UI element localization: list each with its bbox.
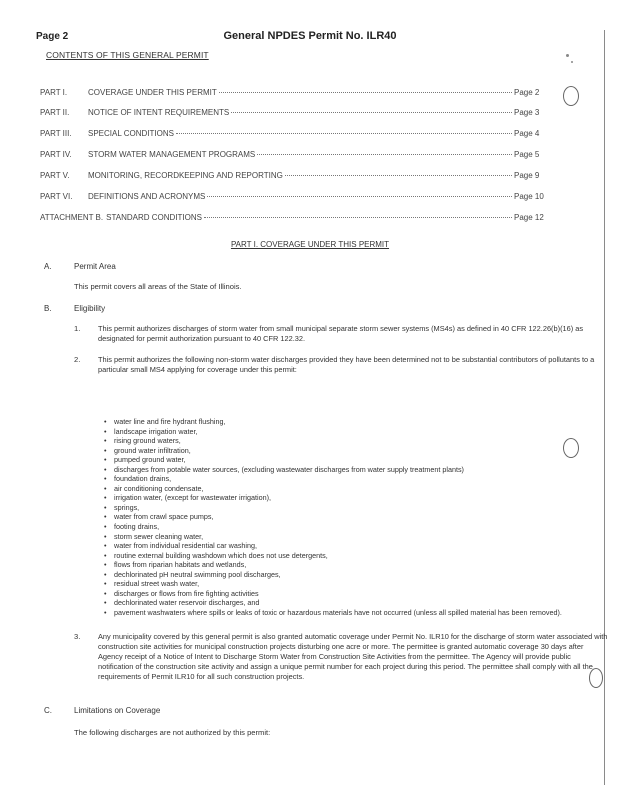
toc-page-ref: Page 9 xyxy=(514,171,540,180)
toc-entry-title: STANDARD CONDITIONS xyxy=(106,213,202,222)
toc-dot-leader xyxy=(204,217,512,218)
toc-page-ref: Page 3 xyxy=(514,108,540,117)
document-title: General NPDES Permit No. ILR40 xyxy=(223,30,397,42)
toc-entry xyxy=(40,171,556,180)
toc-dot-leader xyxy=(207,196,512,197)
toc-page-ref: Page 12 xyxy=(514,213,544,222)
toc-entry-title: DEFINITIONS AND ACRONYMS xyxy=(88,192,206,201)
toc-entry-title: SPECIAL CONDITIONS xyxy=(88,129,174,138)
section-letter: B. xyxy=(44,304,52,313)
item-paragraph: This permit authorizes discharges of storm water from small municipal separate storm sewer systems (MS4s) as defined in 40 CFR 122.26(b)(16) as designated for permit authorization pursuant to 40 CFR 122.32. xyxy=(98,324,584,343)
list-item: • rising ground waters, xyxy=(104,436,604,446)
item-number: 1. xyxy=(74,324,81,333)
toc-entry-title: COVERAGE UNDER THIS PERMIT xyxy=(88,88,217,97)
toc-entry xyxy=(40,129,556,138)
list-item: • flows from riparian habitats and wetlands, xyxy=(104,560,604,570)
item-number: 3. xyxy=(74,632,81,641)
toc-entry xyxy=(40,213,556,222)
item-number: 2. xyxy=(74,355,81,364)
toc-entry xyxy=(40,88,556,97)
toc-dot-leader xyxy=(231,112,512,113)
toc-part-label: PART I. xyxy=(40,88,68,97)
toc-dot-leader xyxy=(219,92,512,93)
section-paragraph: The following discharges are not authorized by this permit: xyxy=(74,728,271,737)
toc-entry xyxy=(40,150,556,159)
section-title: Limitations on Coverage xyxy=(74,706,161,715)
toc-part-label: ATTACHMENT B. xyxy=(40,213,104,222)
list-item: • dechlorinated pH neutral swimming pool discharges, xyxy=(104,570,604,580)
toc-dot-leader xyxy=(257,154,512,155)
list-item: • pavement washwaters where spills or leaks of toxic or hazardous materials have not occurred (unless all spilled material has been removed). xyxy=(104,608,604,618)
list-item: • residual street wash water, xyxy=(104,579,604,589)
toc-page-ref: Page 10 xyxy=(514,192,544,201)
toc-part-label: PART III. xyxy=(40,129,72,138)
toc-page-ref: Page 5 xyxy=(514,150,540,159)
list-item: • discharges or flows from fire fighting activities xyxy=(104,589,604,599)
page-number: Page 2 xyxy=(36,31,69,42)
toc-part-label: PART V. xyxy=(40,171,70,180)
list-item: • ground water infiltration, xyxy=(104,446,604,456)
list-item: • routine external building washdown which does not use detergents, xyxy=(104,551,604,561)
list-item: • pumped ground water, xyxy=(104,455,604,465)
toc-entry-title: STORM WATER MANAGEMENT PROGRAMS xyxy=(88,150,256,159)
toc-part-label: PART IV. xyxy=(40,150,72,159)
part-heading: PART I. COVERAGE UNDER THIS PERMIT xyxy=(230,240,390,249)
toc-entry-title: NOTICE OF INTENT REQUIREMENTS xyxy=(88,108,230,117)
list-item: • discharges from potable water sources, (excluding wastewater discharges from water supply treatment plants) xyxy=(104,465,604,475)
list-item: • irrigation water, (except for wastewater irrigation), xyxy=(104,493,604,503)
table-of-contents xyxy=(40,88,556,238)
list-item: • footing drains, xyxy=(104,522,604,532)
toc-part-label: PART VI. xyxy=(40,192,73,201)
contents-heading: CONTENTS OF THIS GENERAL PERMIT xyxy=(46,50,209,60)
scan-speck xyxy=(566,54,569,57)
toc-page-ref: Page 4 xyxy=(514,129,540,138)
punch-hole-top xyxy=(563,86,579,106)
list-item: • water line and fire hydrant flushing, xyxy=(104,417,604,427)
section-letter: A. xyxy=(44,262,52,271)
toc-entry xyxy=(40,108,556,117)
section-letter: C. xyxy=(44,706,52,715)
section-paragraph: This permit covers all areas of the State of Illinois. xyxy=(74,282,242,291)
list-item: • storm sewer cleaning water, xyxy=(104,532,604,542)
list-item: • water from crawl space pumps, xyxy=(104,512,604,522)
item-paragraph: Any municipality covered by this general permit is also granted automatic coverage under Permit No. ILR10 for the discharge of storm water associated with construction site activities for municipal construction projects disturbing one acre or more. The permittee is granted automatic coverage 30 days after Agency receipt of a Notice of Intent to Discharge Storm Water from Construction Site Activities from the permittee. The Agency will provide public notification of the construction site activity and assign a unique permit number for each project during this period. The permittee shall comply with all the requirements of Permit ILR10 for all such construction projects. xyxy=(98,632,608,681)
toc-entry xyxy=(40,192,556,201)
toc-dot-leader xyxy=(176,133,512,134)
list-item: • air conditioning condensate, xyxy=(104,484,604,494)
item-paragraph: This permit authorizes the following non-storm water discharges provided they have been determined not to be substantial contributors of pollutants to a particular small MS4 applying for coverage under this permit: xyxy=(98,355,595,374)
toc-entry-title: MONITORING, RECORDKEEPING AND REPORTING xyxy=(88,171,283,180)
list-item: • landscape irrigation water, xyxy=(104,427,604,437)
toc-dot-leader xyxy=(285,175,512,176)
scan-speck xyxy=(571,61,573,63)
list-item: • foundation drains, xyxy=(104,474,604,484)
toc-page-ref: Page 2 xyxy=(514,88,540,97)
list-item: • dechlorinated water reservoir discharges, and xyxy=(104,598,604,608)
toc-part-label: PART II. xyxy=(40,108,70,117)
section-title: Eligibility xyxy=(74,304,106,313)
bullet-list xyxy=(104,417,604,617)
section-title: Permit Area xyxy=(74,262,116,271)
list-item: • water from individual residential car washing, xyxy=(104,541,604,551)
list-item: • springs, xyxy=(104,503,604,513)
